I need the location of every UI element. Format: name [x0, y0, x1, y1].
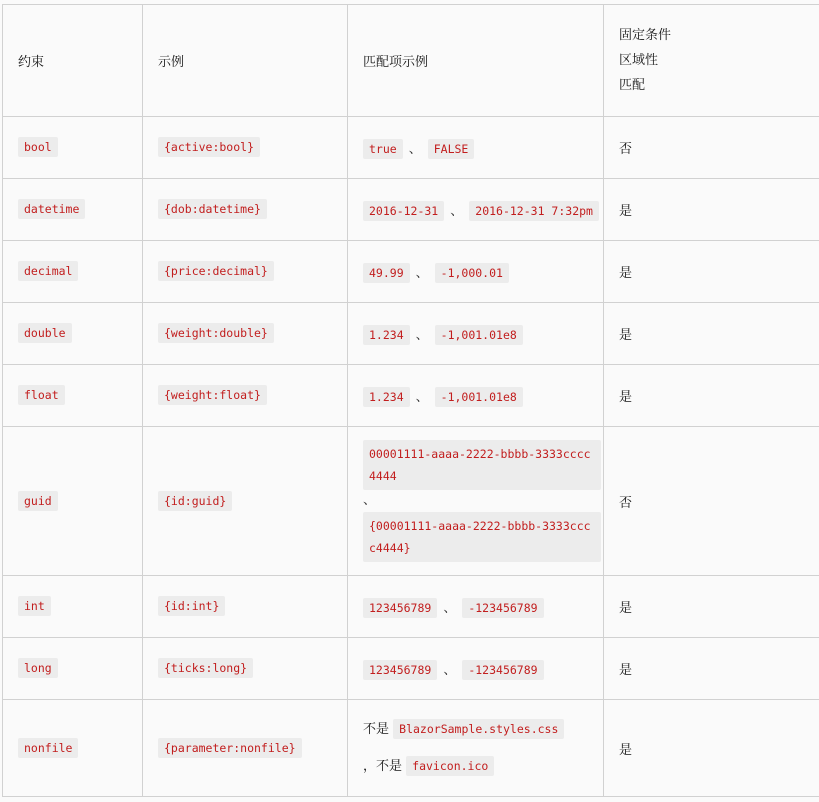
- cell-matches: [348, 427, 604, 576]
- cell-constraint: [3, 700, 143, 797]
- constraint-code: datetime: [18, 199, 85, 219]
- cell-invariant: 是: [604, 638, 819, 700]
- match-code: FALSE: [428, 139, 475, 159]
- match-code: -123456789: [462, 660, 543, 680]
- cell-constraint: [3, 241, 143, 303]
- cell-constraint: [3, 427, 143, 576]
- nonfile-mid: ，不是: [363, 759, 403, 774]
- constraint-code: int: [18, 596, 51, 616]
- example-code: {id:guid}: [158, 491, 232, 511]
- match-code: 123456789: [363, 660, 437, 680]
- table-row: [3, 241, 819, 303]
- cell-invariant: 否: [604, 427, 819, 576]
- constraint-code: decimal: [18, 261, 78, 281]
- constraint-code: float: [18, 385, 65, 405]
- example-code: {weight:float}: [158, 385, 267, 405]
- cell-matches: [348, 700, 604, 797]
- separator: 、: [408, 142, 422, 157]
- cell-example: [143, 117, 348, 179]
- example-code: {active:bool}: [158, 137, 260, 157]
- separator: 、: [415, 390, 429, 405]
- cell-invariant: 是: [604, 576, 819, 638]
- cell-matches: [348, 365, 604, 427]
- header-example: 示例: [143, 5, 348, 117]
- example-code: {dob:datetime}: [158, 199, 267, 219]
- example-code: {price:decimal}: [158, 261, 274, 281]
- match-code: BlazorSample.styles.css: [393, 719, 564, 739]
- header-invariant-line-2: 区域性: [619, 53, 659, 68]
- cell-example: [143, 576, 348, 638]
- match-code: 1.234: [363, 387, 410, 407]
- cell-matches: [348, 638, 604, 700]
- cell-invariant: 是: [604, 303, 819, 365]
- match-code: true: [363, 139, 403, 159]
- table-row: [3, 427, 819, 576]
- table-row: [3, 117, 819, 179]
- example-code: {ticks:long}: [158, 658, 253, 678]
- match-code: favicon.ico: [406, 756, 494, 776]
- table-row: [3, 638, 819, 700]
- match-code: {00001111-aaaa-2222-bbbb-3333cccc4444}: [363, 512, 601, 562]
- header-invariant-culture: [604, 5, 819, 117]
- separator: 、: [450, 204, 464, 219]
- separator: 、: [415, 328, 429, 343]
- match-code: 123456789: [363, 598, 437, 618]
- constraint-code: bool: [18, 137, 58, 157]
- constraint-code: double: [18, 323, 72, 343]
- cell-matches: [348, 576, 604, 638]
- cell-invariant: 是: [604, 700, 819, 797]
- match-code: -1,001.01e8: [435, 325, 523, 345]
- nonfile-line-2: [363, 748, 589, 785]
- table-row: [3, 303, 819, 365]
- cell-invariant: 是: [604, 241, 819, 303]
- match-code: 2016-12-31 7:32pm: [469, 201, 599, 221]
- cell-invariant: 否: [604, 117, 819, 179]
- cell-example: [143, 365, 348, 427]
- cell-invariant: 是: [604, 179, 819, 241]
- example-code: {id:int}: [158, 596, 225, 616]
- match-code: -1,000.01: [435, 263, 509, 283]
- separator: 、: [443, 601, 457, 616]
- table-row: [3, 700, 819, 797]
- example-code: {weight:double}: [158, 323, 274, 343]
- constraint-code: long: [18, 658, 58, 678]
- match-code: -123456789: [462, 598, 543, 618]
- cell-constraint: [3, 638, 143, 700]
- match-code: 00001111-aaaa-2222-bbbb-3333cccc4444: [363, 440, 601, 490]
- nonfile-prefix: 不是: [363, 722, 390, 737]
- cell-constraint: [3, 179, 143, 241]
- cell-example: [143, 241, 348, 303]
- cell-matches: [348, 117, 604, 179]
- cell-invariant: 是: [604, 365, 819, 427]
- header-invariant-line-1: 固定条件: [619, 28, 672, 43]
- table-row: [3, 576, 819, 638]
- cell-constraint: [3, 365, 143, 427]
- cell-example: [143, 427, 348, 576]
- header-invariant-line-3: 匹配: [619, 78, 646, 93]
- table-row: [3, 365, 819, 427]
- separator: 、: [443, 663, 457, 678]
- nonfile-line-1: [363, 711, 589, 748]
- cell-example: [143, 303, 348, 365]
- match-code: 49.99: [363, 263, 410, 283]
- cell-matches: [348, 179, 604, 241]
- match-code: 1.234: [363, 325, 410, 345]
- constraint-code: guid: [18, 491, 58, 511]
- table-row: [3, 179, 819, 241]
- cell-example: [143, 700, 348, 797]
- table-header-row: [3, 5, 819, 117]
- example-code: {parameter:nonfile}: [158, 738, 302, 758]
- cell-example: [143, 179, 348, 241]
- constraint-code: nonfile: [18, 738, 78, 758]
- cell-constraint: [3, 303, 143, 365]
- separator: 、: [415, 266, 429, 281]
- header-match-examples: 匹配项示例: [348, 5, 604, 117]
- route-constraints-table: [2, 4, 819, 797]
- cell-matches: [348, 241, 604, 303]
- match-code: 2016-12-31: [363, 201, 444, 221]
- cell-example: [143, 638, 348, 700]
- separator: 、: [363, 493, 377, 508]
- header-constraint: 约束: [3, 5, 143, 117]
- cell-constraint: [3, 576, 143, 638]
- cell-matches: [348, 303, 604, 365]
- match-code: -1,001.01e8: [435, 387, 523, 407]
- cell-constraint: [3, 117, 143, 179]
